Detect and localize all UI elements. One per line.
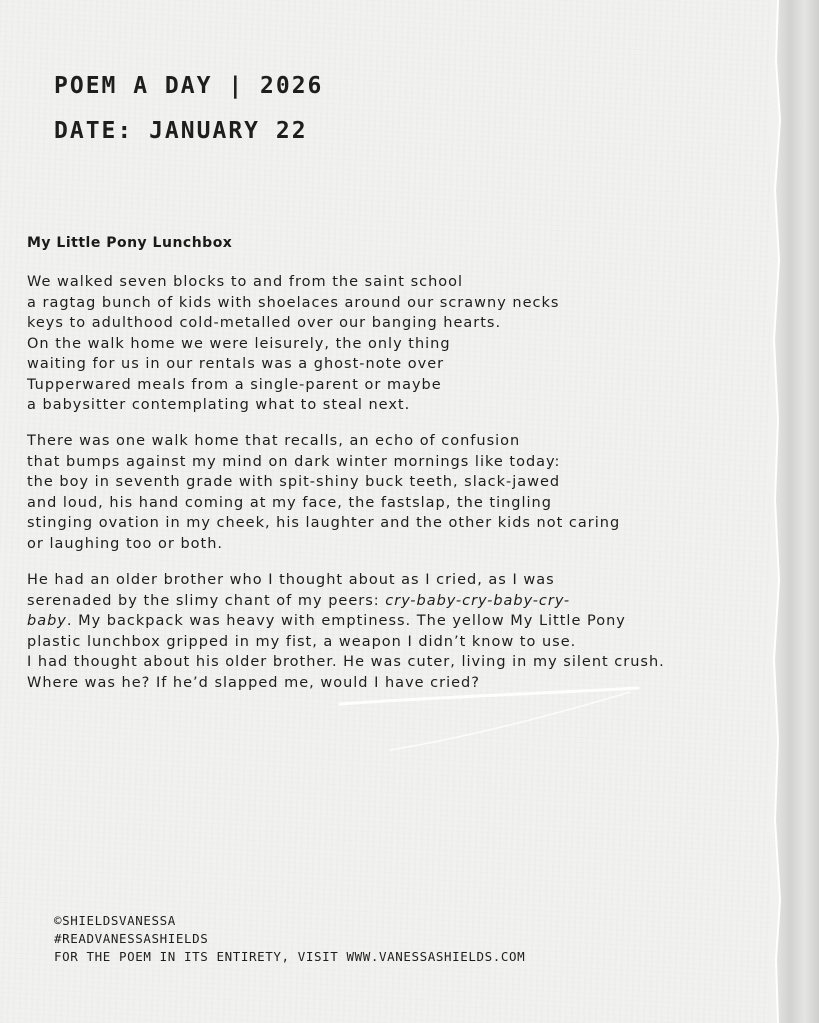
stanza-2 (27, 431, 620, 554)
poem-line: Where was he? If he’d slapped me, would I have cried? (27, 674, 480, 691)
stanza-3 (27, 570, 665, 693)
poem-text: . My backpack was heavy with emptiness. The yellow My Little Pony (66, 613, 626, 629)
poem-line: a ragtag bunch of kids with shoelaces around our scrawny necks (27, 294, 560, 311)
poem-line (27, 611, 665, 632)
poem-line (27, 591, 665, 612)
poem-line: We walked seven blocks to and from the saint school (27, 274, 464, 290)
poem-line: I had thought about his older brother. He was cuter, living in my silent crush. (27, 654, 665, 670)
torn-edge-shape (770, 0, 784, 1023)
chant-text: baby (27, 613, 67, 629)
poem-line: or laughing too or both. (27, 535, 224, 552)
poem-line: There was one walk home that recalls, an echo of confusion (27, 433, 521, 449)
hashtag: #READVANESSASHIELDS (54, 931, 209, 946)
date-line: DATE: JANUARY 22 (54, 118, 308, 144)
poem-line: stinging ovation in my cheek, his laughter and the other kids not caring (27, 515, 621, 531)
poem-line: waiting for us in our rentals was a ghost-note over (27, 356, 445, 372)
series-title: POEM A DAY | 2026 (54, 73, 324, 99)
chant-text: cry-baby-cry-baby-cry- (385, 592, 571, 609)
poem-line: He had an older brother who I thought about as I cried, as I was (27, 572, 555, 588)
chalk-scribble-decoration (330, 680, 650, 760)
poem-line: keys to adulthood cold-metalled over our banging hearts. (27, 315, 502, 331)
poem-line: the boy in seventh grade with spit-shiny buck teeth, slack-jawed (27, 474, 561, 490)
poem-line: a babysitter contemplating what to steal next. (27, 397, 411, 413)
poem-line: that bumps against my mind on dark winter mornings like today: (27, 453, 561, 470)
page-header (54, 64, 323, 154)
author-handle: ©SHIELDSVANESSA (54, 913, 176, 928)
poem-line: On the walk home we were leisurely, the only thing (27, 335, 451, 352)
poem-text: serenaded by the slimy chant of my peers: (27, 592, 386, 609)
website-note: FOR THE POEM IN ITS ENTIRETY, VISIT WWW.VANESSASHIELDS.COM (54, 949, 526, 964)
poem-line: Tupperwared meals from a single-parent or maybe (27, 376, 442, 393)
poem-title: My Little Pony Lunchbox (27, 235, 233, 251)
poem-line: and loud, his hand coming at my face, the fastslap, the tingling (27, 494, 552, 511)
poem-line: plastic lunchbox gripped in my fist, a weapon I didn’t know to use. (27, 633, 577, 650)
stanza-1 (27, 272, 559, 416)
page-footer (54, 912, 525, 966)
